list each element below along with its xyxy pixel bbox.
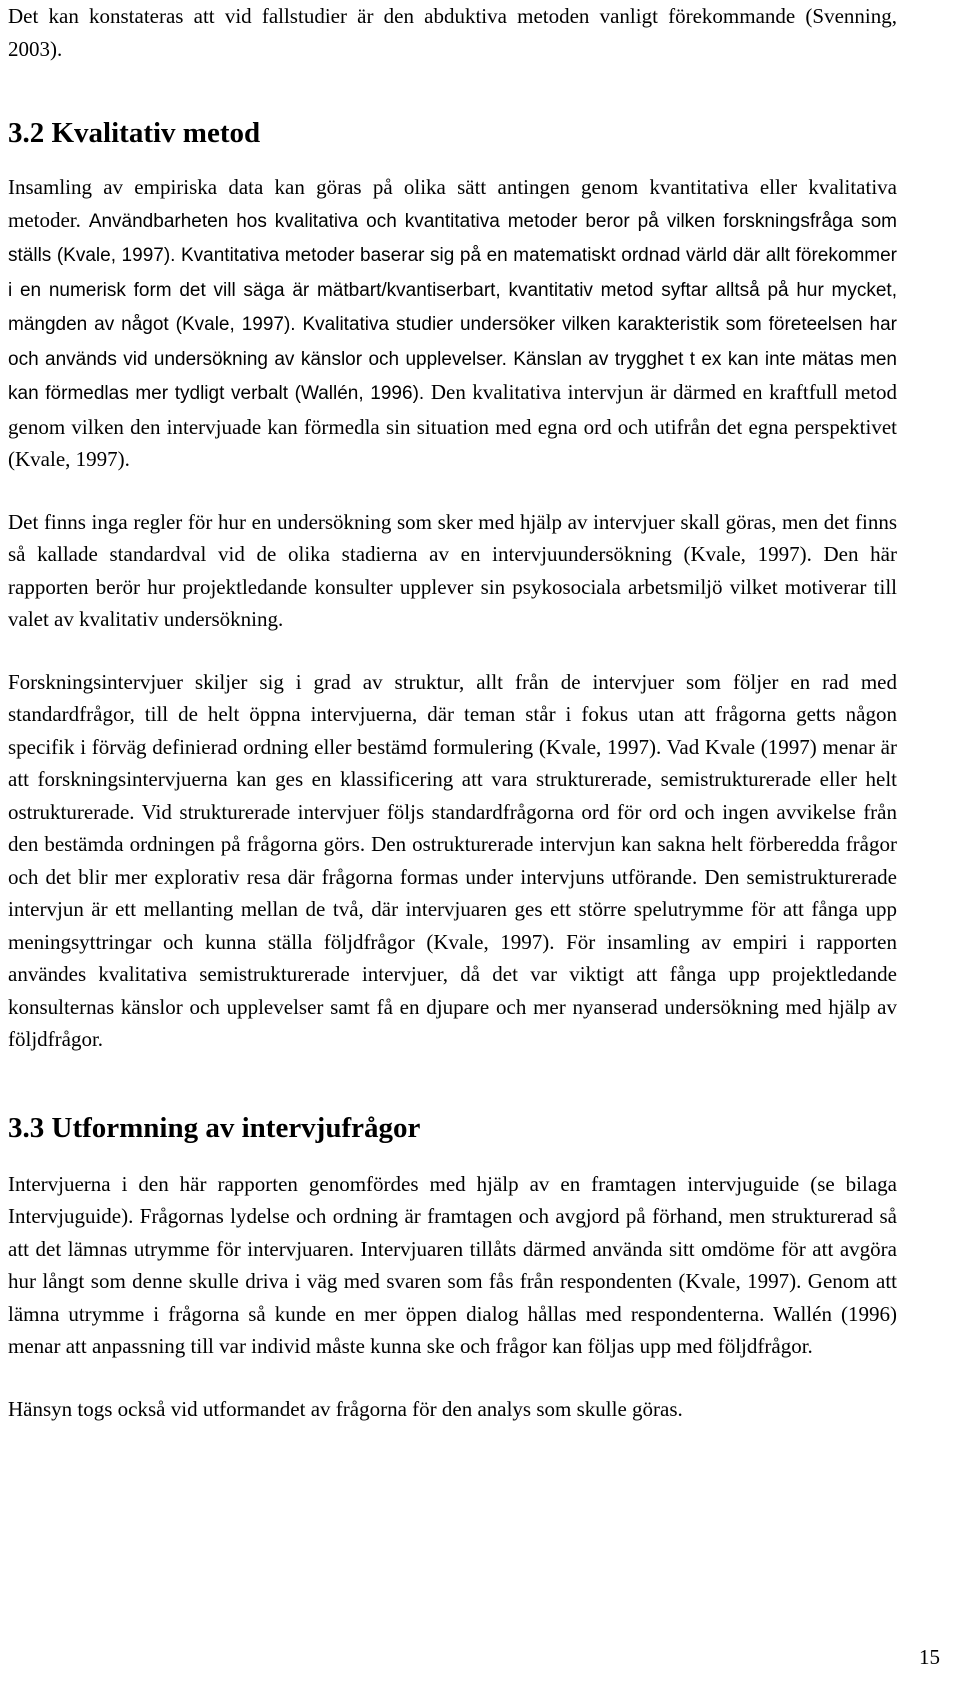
section-heading-3-2: 3.2 Kvalitativ metod (8, 117, 261, 149)
paragraph-text-serif: Den kvalitativa intervjun är därmed en kraftfull metod genom vilken den intervjuade kan förmedla sin situation med egna ord och utifrån det egna perspektivet (Kvale, 1997). (8, 380, 897, 471)
document-page (8, 0, 897, 1425)
page-number: 15 (919, 1645, 940, 1669)
paragraph-kvalitativ-metod-1 (8, 171, 897, 476)
intro-paragraph: Det kan konstateras att vid fallstudier är den abduktiva metoden vanligt förekommande (Svenning, 2003). (8, 4, 897, 61)
paragraph-kvalitativ-metod-3: Forskningsintervjuer skiljer sig i grad av struktur, allt från de intervjuer som följer en rad med standardfrågor, till de helt öppna intervjuerna, där teman står i fokus utan att frågorna getts någon specifik i förväg definierad ordning eller bestämd formulering (Kvale, 1997). Vad Kvale (1997) menar är att forskningsintervjuerna kan ges en klassificering att vara strukturerade, semistrukturerade eller helt ostrukturerade. Vid strukturerade intervjuer följs standardfrågorna ord för ord och ingen avvikelse från den bestämda ordningen på frågorna görs. Den ostrukturerade intervjun kan sakna helt förberedda frågor och det blir mer explorativ resa där frågorna formas under intervjuns utförande. Den semistrukturerade intervjun är ett mellanting mellan de två, där intervjuaren ges ett större spelutrymme för att fånga upp meningsyttringar och kunna ställa följdfrågor (Kvale, 1997). För insamling av empiri i rapporten användes kvalitativa semistrukturerade intervjuer, då det var viktigt att fånga upp projektledande konsulternas känslor och upplevelser samt få en djupare och mer nyanserad undersökning med hjälp av följdfrågor. (8, 669, 897, 1051)
paragraph-intervjufragor-2: Hänsyn togs också vid utformandet av frågorna för den analys som skulle göras. (8, 1396, 683, 1421)
paragraph-kvalitativ-metod-2: Det finns inga regler för hur en undersökning som sker med hjälp av intervjuer skall göras, men det finns så kallade standardval vid de olika stadierna av en intervjuundersökning (Kvale, 1997). Den här rapporten berör hur projektledande konsulter upplever sin psykosociala arbetsmiljö vilket motiverar till valet av kvalitativ undersökning. (8, 509, 897, 631)
paragraph-text-serif: Insamling av empiriska data kan göras på olika sätt antingen genom kvantitativa eller kvalitativa metoder. (8, 175, 897, 232)
paragraph-text-sans: Användbarheten hos kvalitativa och kvantitativa metoder beror på vilken forskningsfråga som ställs (Kvale, 1997). Kvantitativa metoder baserar sig på en matematiskt ordnad värld där allt förekommer i en numerisk form det vill säga är mätbart/kvantiserbart, kvantitativ metod syftar alltså på hur mycket, mängden av något (Kvale, 1997). Kvalitativa studier undersöker vilken karakteristik som företeelsen har och används vid undersökning av känslor och upplevelser. Känslan av trygghet t ex kan inte mätas men kan förmedlas mer tydligt verbalt (Wallén, 1996). (8, 210, 897, 404)
paragraph-intervjufragor-1: Intervjuerna i den här rapporten genomfördes med hjälp av en framtagen intervjuguide (se bilaga Intervjuguide). Frågornas lydelse och ordning är framtagen och avgjord på förhand, men strukturerad så att det lämnas utrymme för intervjuaren. Intervjuaren tillåts därmed använda sitt omdöme för att avgöra hur långt som denne skulle driva i väg med svaren som fås från respondenten (Kvale, 1997). Genom att lämna utrymme i frågorna så kunde en mer öppen dialog hållas med respondenterna. Wallén (1996) menar att anpassning till var individ måste kunna ske och frågor kan följas upp med följdfrågor. (8, 1171, 897, 1358)
section-heading-3-3: 3.3 Utformning av intervjufrågor (8, 1111, 421, 1144)
